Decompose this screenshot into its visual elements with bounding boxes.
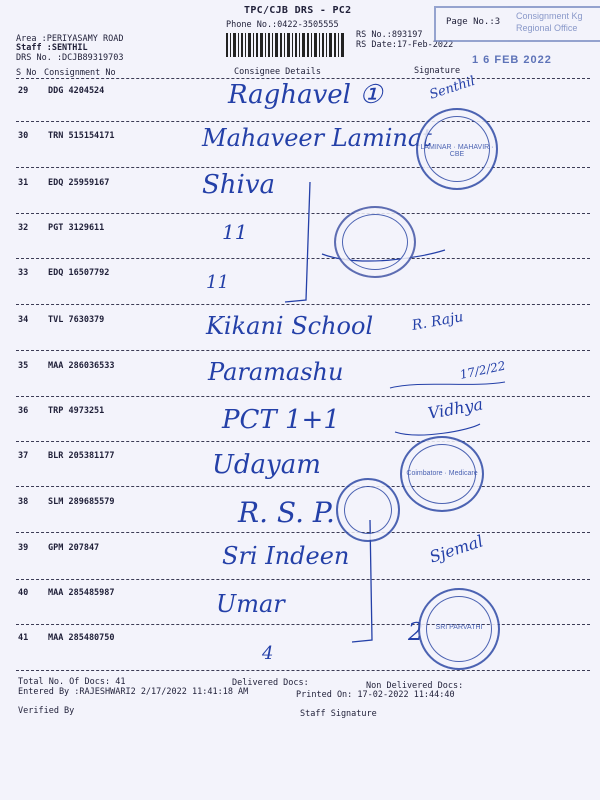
delivered-docs: Delivered Docs: xyxy=(232,678,309,688)
column-sno: S No xyxy=(16,68,37,78)
row-number: 41 xyxy=(18,633,29,643)
medicare-seal xyxy=(400,436,484,512)
company-seal-text: LAMINAR · MAHAVIR · CBE xyxy=(420,144,494,159)
row-number: 32 xyxy=(18,223,29,233)
handwritten-consignee: Udayam xyxy=(212,450,321,480)
rs-date: RS Date:17-Feb-2022 xyxy=(356,40,454,50)
handwritten-consignee: R. S. P. xyxy=(238,496,335,529)
handwritten-consignee: Shiva xyxy=(202,170,276,200)
office-stamp-line1: Consignment Kg xyxy=(516,11,583,21)
handwritten-consignee: Sri Indeen xyxy=(222,542,350,570)
handwritten-consignee: 11 xyxy=(206,272,229,293)
row-number: 39 xyxy=(18,543,29,553)
consignment-number: GPM 207847 xyxy=(48,543,100,553)
handwritten-signature: R. Raju xyxy=(410,309,465,334)
row-number: 37 xyxy=(18,451,29,461)
school-seal xyxy=(334,206,416,278)
consignment-number: PGT 3129611 xyxy=(48,223,105,233)
row-number: 36 xyxy=(18,406,29,416)
parvathi-seal xyxy=(418,588,500,670)
handwritten-consignee: Kikani School xyxy=(206,312,374,340)
non-delivered-docs: Non Delivered Docs: xyxy=(366,681,464,691)
office-stamp-line2: Regional Office xyxy=(516,23,578,33)
consignment-number: MAA 286036533 xyxy=(48,361,115,371)
row-number: 34 xyxy=(18,315,29,325)
consignment-number: SLM 289685579 xyxy=(48,497,115,507)
handwritten-consignee: 4 xyxy=(262,643,274,664)
rs-number: RS No.:893197 xyxy=(356,30,423,40)
row-number: 30 xyxy=(18,131,29,141)
date-stamp: 1 6 FEB 2022 xyxy=(472,54,552,66)
consignment-number: EDQ 16507792 xyxy=(48,268,110,278)
staff-signature: Staff Signature xyxy=(300,709,377,719)
consignment-number: TRN 515154171 xyxy=(48,131,115,141)
consignment-number: MAA 285485987 xyxy=(48,588,115,598)
row-number: 31 xyxy=(18,178,29,188)
row-number: 35 xyxy=(18,361,29,371)
drs-number: DRS No. :DCJB89319703 xyxy=(16,53,124,63)
handwritten-consignee: Raghavel ① xyxy=(228,80,383,110)
row-number: 29 xyxy=(18,86,29,96)
handwritten-consignee: PCT 1+1 xyxy=(222,405,340,435)
handwritten-consignee: Umar xyxy=(216,590,285,618)
consignment-number: DDG 4204524 xyxy=(48,86,105,96)
total-docs: Total No. Of Docs: 41 xyxy=(18,677,126,687)
page-number: Page No.:3 xyxy=(446,17,501,27)
phone-number: Phone No.:0422-3505555 xyxy=(226,20,339,30)
handwritten-consignee: 11 xyxy=(222,220,248,244)
handwritten-signature: Senthil xyxy=(427,73,477,103)
handwritten-signature: 2 xyxy=(408,618,424,646)
consignment-number: MAA 285480750 xyxy=(48,633,115,643)
handwritten-signature: 17/2/22 xyxy=(458,358,507,382)
row-number: 40 xyxy=(18,588,29,598)
staff-label: Staff :SENTHIL xyxy=(16,43,88,53)
limited-seal xyxy=(336,478,400,542)
entered-by: Entered By :RAJESHWARI2 2/17/2022 11:41:18 AM xyxy=(18,687,249,697)
parvathi-seal-text: SRI PARVATHI xyxy=(435,624,483,632)
report-title: TPC/CJB DRS - PC2 xyxy=(244,5,352,16)
medicare-seal-text: Coimbatore · Medicare xyxy=(406,469,478,477)
handwritten-signature: Vidhya xyxy=(426,394,485,423)
handwritten-consignee: Paramashu xyxy=(208,358,344,386)
column-signature: Signature xyxy=(414,66,461,76)
consignment-number: BLR 205381177 xyxy=(48,451,115,461)
consignment-number: TVL 7630379 xyxy=(48,315,105,325)
handwritten-signature: Sjemal xyxy=(427,531,486,567)
row-number: 33 xyxy=(18,268,29,278)
printed-on: Printed On: 17-02-2022 11:44:40 xyxy=(296,690,455,700)
consignment-number: EDQ 25959167 xyxy=(48,178,110,188)
column-consignee: Consignee Details xyxy=(234,67,321,77)
area-label: Area :PERIYASAMY ROAD xyxy=(16,34,124,44)
row-number: 38 xyxy=(18,497,29,507)
verified-by: Verified By xyxy=(18,706,75,716)
column-consignment: Consignment No xyxy=(44,68,116,78)
company-seal xyxy=(416,108,498,190)
consignment-number: TRP 4973251 xyxy=(48,406,105,416)
handwritten-consignee: Mahaveer Laminat xyxy=(202,124,432,152)
